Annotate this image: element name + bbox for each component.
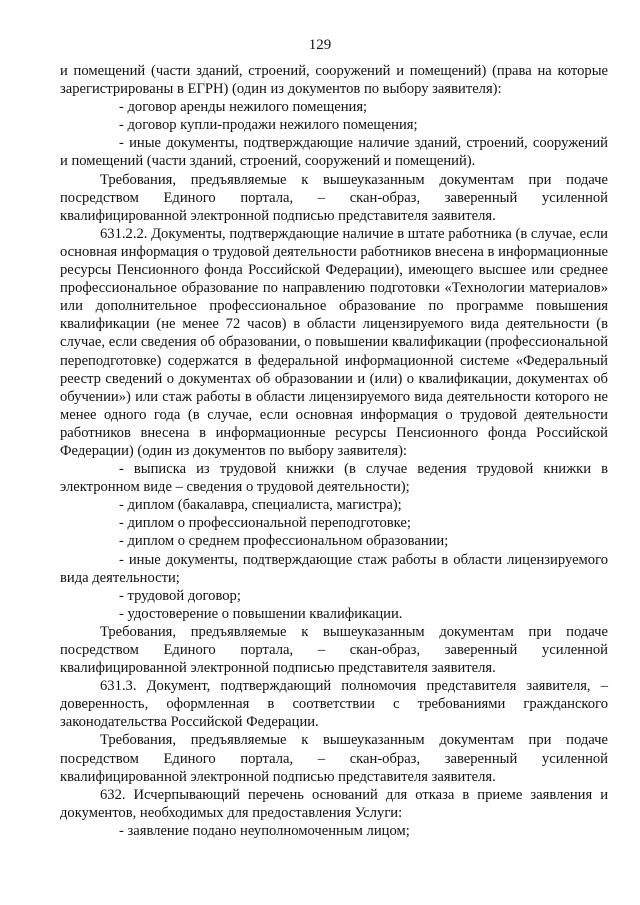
page-number: 129 [308,37,332,53]
list-item: - удостоверение о повышении квалификации. [119,605,403,622]
paragraph-631-2-2: 631.2.2. Документы, подтверждающие наличие в штате работника (в случае, если основная информация о трудовой деятельности работников внесена в информационные ресурсы Пенсионного фонда Российской Федерации), имеющего высшее или среднее профессиональное образование по направлению подготовки «Технологии материалов» или дополнительное профессиональное образование по программе повышения квалификации (не менее 72 часов) в области лицензируемого вида деятельности (в случае, если сведения об образовании, о повышении квалификации (профессиональной переподготовке) содержатся в федеральной информационной системе «Федеральный реестр сведений о документах об образовании и (или) о квалификации, документах об обучении») или стаж работы в области лицензируемого вида деятельности которого не менее одного года (в случае, если основная информация о трудовой деятельности работников внесена в информационные ресурсы Пенсионного фонда Российской Федерации) (один из документов по выбору заявителя): [60,225,608,459]
paragraph-continuation: и помещений (части зданий, строений, сооружений и помещений) (права на которые зарегистрированы в ЕГРН) (один из документов по выбору заявителя): [60,63,608,98]
list-item: - диплом о среднем профессиональном образовании; [119,533,449,550]
list-item: - диплом о профессиональной переподготовке; [119,515,411,532]
list-item: - договор купли-продажи нежилого помещения; [119,117,418,134]
paragraph-632: 632. Исчерпывающий перечень оснований для отказа в приеме заявления и документов, необходимых для предоставления Услуги: [60,786,608,821]
document-body [60,62,608,840]
list-item: - заявление подано неуполномоченным лицом; [119,822,410,839]
list-item: - иные документы, подтверждающие стаж работы в области лицензируемого вида деятельности; [60,551,608,586]
list-item: - иные документы, подтверждающие наличие зданий, строений, сооружений и помещений (части зданий, строений, сооружений и помещений). [60,135,608,170]
list-item: - трудовой договор; [119,587,241,604]
list-item: - диплом (бакалавра, специалиста, магистра); [119,497,402,514]
paragraph-requirements: Требования, предъявляемые к вышеуказанным документам при подаче посредством Единого портала, – скан-образ, заверенный усиленной квалифицированной электронной подписью представителя заявителя. [60,623,608,677]
paragraph-631-3: 631.3. Документ, подтверждающий полномочия представителя заявителя, – доверенность, оформленная в соответствии с требованиями гражданского законодательства Российской Федерации. [60,678,608,731]
paragraph-requirements: Требования, предъявляемые к вышеуказанным документам при подаче посредством Единого портала, – скан-образ, заверенный усиленной квалифицированной электронной подписью представителя заявителя. [60,171,608,224]
list-item: - договор аренды нежилого помещения; [119,99,368,116]
paragraph-requirements: Требования, предъявляемые к вышеуказанным документам при подаче посредством Единого портала, – скан-образ, заверенный усиленной квалифицированной электронной подписью представителя заявителя. [60,732,608,785]
list-item: - выписка из трудовой книжки (в случае ведения трудовой книжки в электронном виде – сведения о трудовой деятельности); [60,461,608,496]
